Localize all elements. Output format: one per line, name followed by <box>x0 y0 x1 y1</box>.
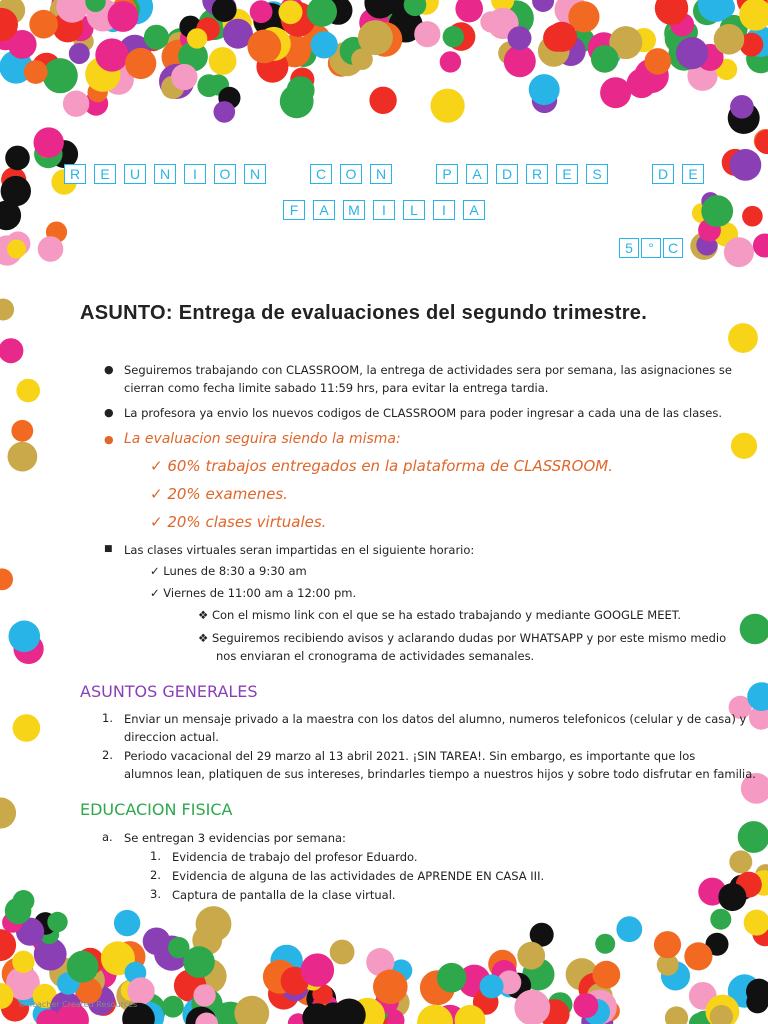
title-letter-box: N <box>244 164 266 184</box>
pe-sub-number-3: 3. <box>150 887 161 901</box>
title-letter-box: D <box>652 164 674 184</box>
bullet-dot: ● <box>104 406 114 419</box>
title-letter-box: O <box>340 164 362 184</box>
pe-letter: a. <box>102 830 113 844</box>
detail-2-line-1: ❖ Seguiremos recibiendo avisos y aclarando dudas por WHATSAPP y por este mismo medio <box>198 631 727 645</box>
copyright-credit: © Teacher Created Resources <box>18 1000 138 1009</box>
title-word <box>306 164 396 184</box>
title-line-2 <box>0 200 768 220</box>
title-word <box>279 200 489 220</box>
title-letter-box: C <box>310 164 332 184</box>
title-letter-box: A <box>466 164 488 184</box>
pe-item: Se entregan 3 evidencias por semana: <box>124 831 346 845</box>
check-item-1: ✓ 60% trabajos entregados en la plataforma de CLASSROOM. <box>150 457 613 475</box>
schedule-2: ✓ Viernes de 11:00 am a 12:00 pm. <box>150 586 357 600</box>
general-number-1: 1. <box>102 711 113 725</box>
bullet-2: La profesora ya envio los nuevos codigos de CLASSROOM para poder ingresar a cada una de las clases. <box>124 406 722 420</box>
bullet-3: La evaluacion seguira siendo la misma: <box>124 431 401 447</box>
title-word <box>60 164 270 184</box>
general-item-2-line-1: Periodo vacacional del 29 marzo al 13 abril 2021. ¡SIN TAREA!. Sin embargo, es importante que los <box>124 749 696 763</box>
title-letter-box: F <box>283 200 305 220</box>
detail-1: ❖ Con el mismo link con el que se ha estado trabajando y mediante GOOGLE MEET. <box>198 608 682 622</box>
pe-sub-3: Captura de pantalla de la clase virtual. <box>172 888 396 902</box>
bullet-dot: ● <box>104 363 114 376</box>
title-letter-box: I <box>373 200 395 220</box>
bullet-1-line-2: cierran como fecha limite sabado 11:59 hrs, para evitar la entrega tardia. <box>124 381 549 395</box>
title-letter-box: I <box>184 164 206 184</box>
general-heading: ASUNTOS GENERALES <box>80 682 258 701</box>
pe-sub-number-2: 2. <box>150 868 161 882</box>
bullet-dot: ● <box>104 433 114 446</box>
title-letter-box: U <box>124 164 146 184</box>
pe-sub-1: Evidencia de trabajo del profesor Eduardo. <box>172 850 418 864</box>
title-letter-box: O <box>214 164 236 184</box>
title-letter-box: E <box>94 164 116 184</box>
general-item-1-line-1: Enviar un mensaje privado a la maestra con los datos del alumno, numeros telefonicos (celular y de casa) y <box>124 712 747 726</box>
title-letter-box: M <box>343 200 365 220</box>
grade-letter-box: C <box>663 238 683 258</box>
schedule-1: ✓ Lunes de 8:30 a 9:30 am <box>150 564 307 578</box>
pe-heading: EDUCACION FISICA <box>80 800 233 819</box>
title-letter-box: P <box>436 164 458 184</box>
title-word <box>432 164 612 184</box>
grade-letter-box: 5 <box>619 238 639 258</box>
title-letter-box: R <box>64 164 86 184</box>
bullet-1-line-1: Seguiremos trabajando con CLASSROOM, la entrega de actividades sera por semana, las asignaciones se <box>124 363 732 377</box>
title-letter-box: L <box>403 200 425 220</box>
check-item-3: ✓ 20% clases virtuales. <box>150 513 327 531</box>
title-letter-box: A <box>463 200 485 220</box>
title-letter-box: R <box>526 164 548 184</box>
title-line-1 <box>0 164 768 184</box>
check-item-2: ✓ 20% examenes. <box>150 485 288 503</box>
general-number-2: 2. <box>102 748 113 762</box>
title-letter-box: E <box>556 164 578 184</box>
general-item-2-line-2: alumnos lean, platiquen de sus intereses, brindarles tiempo a nuestros hijos y sobre todo disfrutar en familia. <box>124 767 756 781</box>
title-letter-box: N <box>370 164 392 184</box>
title-letter-box: S <box>586 164 608 184</box>
title-letter-box: N <box>154 164 176 184</box>
pe-sub-2: Evidencia de alguna de las actividades de APRENDE EN CASA III. <box>172 869 545 883</box>
grade-letter-box: ° <box>641 238 661 258</box>
grade-label <box>618 238 684 258</box>
subject-heading: ASUNTO: Entrega de evaluaciones del segundo trimestre. <box>80 302 648 324</box>
bullet-square: ■ <box>104 544 113 554</box>
title-letter-box: D <box>496 164 518 184</box>
bullet-4: Las clases virtuales seran impartidas en el siguiente horario: <box>124 543 475 557</box>
detail-2-line-2: nos enviaran el cronograma de actividades semanales. <box>216 649 535 663</box>
title-word <box>648 164 708 184</box>
title-letter-box: E <box>682 164 704 184</box>
title-letter-box: I <box>433 200 455 220</box>
general-item-1-line-2: direccion actual. <box>124 730 219 744</box>
pe-sub-number-1: 1. <box>150 849 161 863</box>
title-letter-box: A <box>313 200 335 220</box>
